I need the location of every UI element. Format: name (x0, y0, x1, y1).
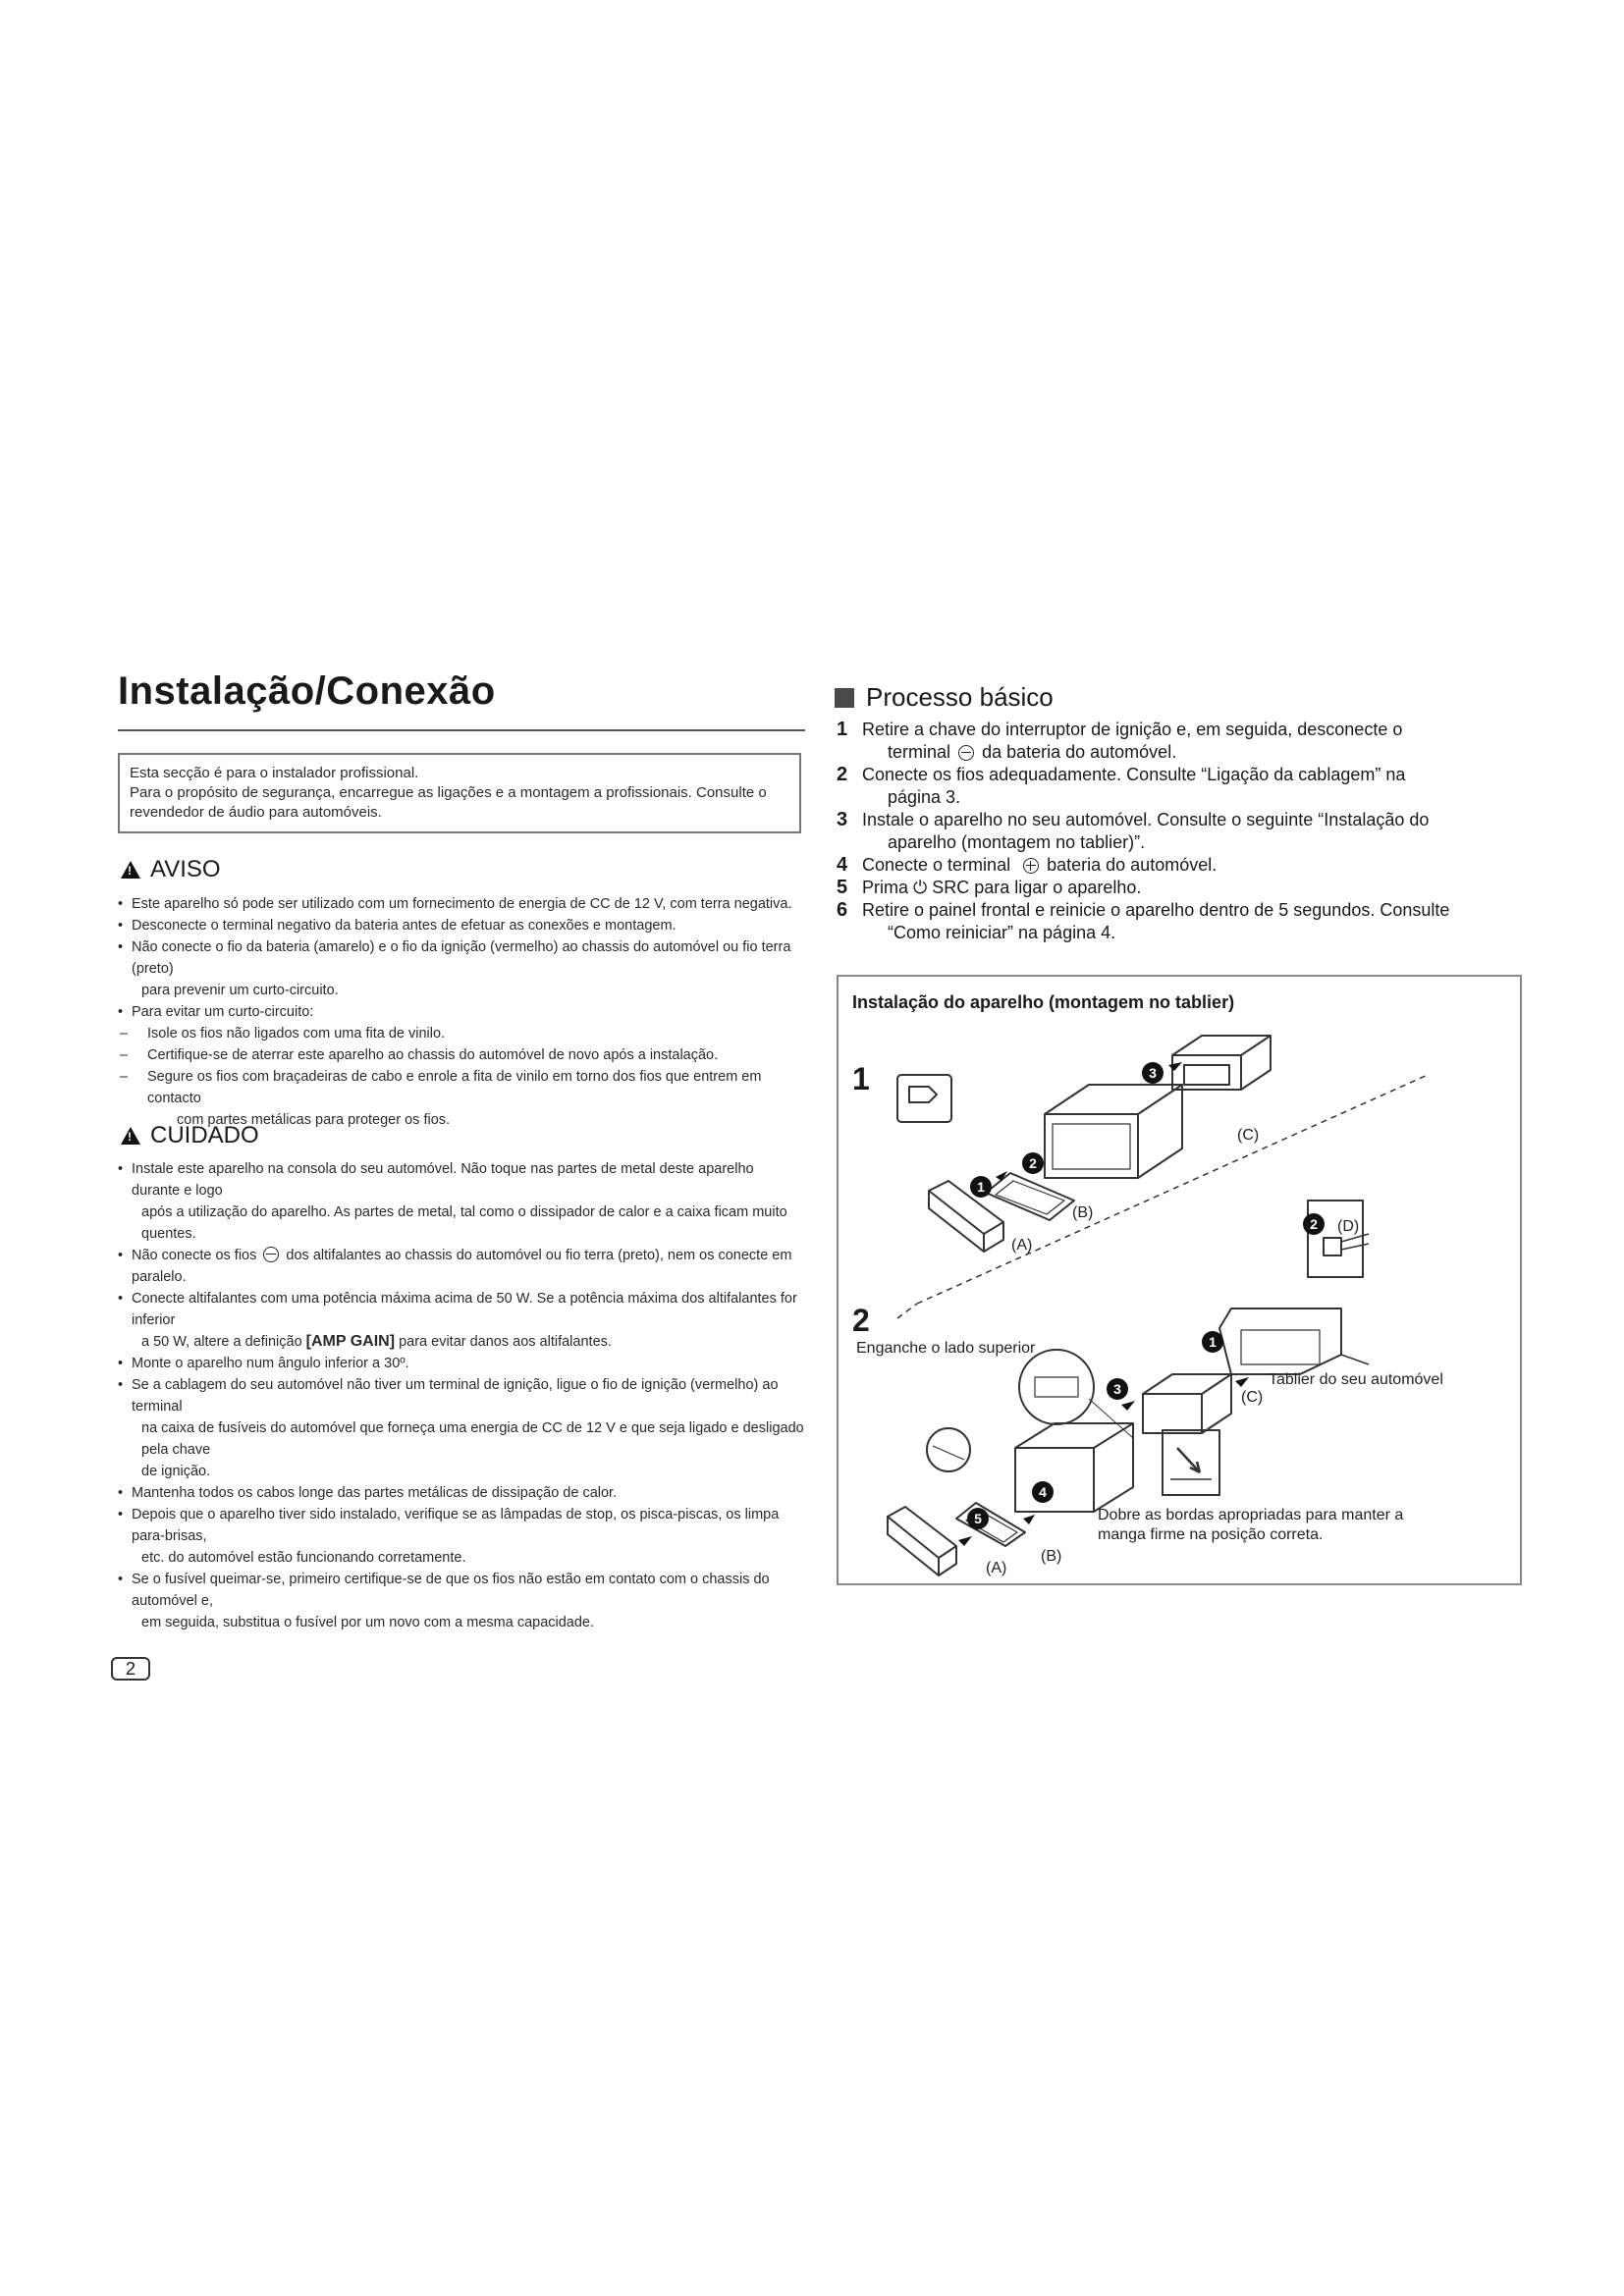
minus-terminal-icon (263, 1247, 279, 1262)
installation-diagram-box (837, 975, 1522, 1585)
circled-number-1-step2 (1202, 1331, 1223, 1353)
warning-triangle-icon (121, 1127, 140, 1145)
aviso-heading-text: AVISO (150, 856, 221, 882)
page-title: Instalação/Conexão (118, 669, 496, 713)
label-d: (D) (1337, 1218, 1360, 1235)
plus-terminal-icon (1023, 858, 1039, 874)
label-a-step1: (A) (1011, 1237, 1033, 1254)
circled-number-2-wiring (1303, 1213, 1325, 1235)
diagram-step-2: 2 (852, 1303, 870, 1338)
circled-number-3-step2 (1107, 1378, 1128, 1400)
svg-text:3: 3 (1149, 1065, 1157, 1081)
svg-text:1: 1 (1209, 1334, 1217, 1350)
list-item: – Isole os fios não ligados com uma fita de vinilo. (118, 1023, 805, 1044)
list-item: • Não conecte o fio da bateria (amarelo) e o fio da ignição (vermelho) ao chassis do automóvel ou fio terra (preto) para prevenir um curto-circuito. (118, 936, 805, 1001)
step-1: 1 Retire a chave do interruptor de ignição e, em seguida, desconecte o terminal da bateria do automóvel. (837, 719, 1403, 762)
step-4: 4 Conecte o terminal bateria do automóvel. (837, 854, 1218, 876)
label-bend-2: manga firme na posição correta. (1098, 1526, 1324, 1543)
intro-line-2: Para o propósito de segurança, encarregue as ligações e a montagem a profissionais. Consulte o revendedor de áudio para automóveis. (130, 784, 767, 821)
amp-gain-setting: [AMP GAIN] (305, 1333, 396, 1350)
title-divider (118, 729, 805, 731)
processo-steps (835, 719, 1522, 944)
circled-number-1 (970, 1176, 992, 1198)
step-2: 2 Conecte os fios adequadamente. Consulte “Ligação da cablagem” na página 3. (837, 764, 1406, 807)
label-engage-top: Enganche o lado superior (856, 1340, 1036, 1357)
circled-number-3 (1142, 1062, 1164, 1084)
diagram-step-1: 1 (852, 1061, 870, 1096)
step-3: 3 Instale o aparelho no seu automóvel. Consulte o seguinte “Instalação do aparelho (montagem no tablier)”. (837, 809, 1430, 852)
cuidado-heading-text: CUIDADO (150, 1122, 259, 1148)
label-a-step2: (A) (986, 1560, 1007, 1576)
minus-terminal-icon (958, 745, 974, 761)
label-c-step1: (C) (1237, 1127, 1260, 1144)
label-b-step1: (B) (1072, 1204, 1094, 1221)
diagram-title: Instalação do aparelho (montagem no tablier) (852, 992, 1235, 1012)
processo-heading-text: Processo básico (866, 682, 1054, 712)
svg-text:5: 5 (974, 1511, 982, 1526)
svg-text:2: 2 (1310, 1216, 1318, 1232)
step-5: 5 Prima ⏻ SRC para ligar o aparelho. (837, 877, 1142, 898)
circled-number-4 (1032, 1481, 1054, 1503)
square-bullet-icon (835, 688, 854, 708)
warning-triangle-icon (121, 861, 140, 879)
list-item: – Certifique-se de aterrar este aparelho ao chassis do automóvel de novo após a instalação. (118, 1044, 805, 1066)
aviso-heading (121, 856, 221, 883)
list-item: • Se o fusível queimar-se, primeiro certifique-se de que os fios não estão em contato com o chassis do automóvel e, em seguida, substitua o fusível por um novo com a mesma capacidade. (118, 1569, 805, 1633)
list-item: • Este aparelho só pode ser utilizado com um fornecimento de energia de CC de 12 V, com terra negativa. (118, 893, 805, 915)
intro-line-1: Esta secção é para o instalador profissional. (130, 765, 419, 781)
intro-notice-box (118, 753, 801, 833)
processo-heading (835, 682, 1054, 713)
list-item: • Conecte altifalantes com uma potência máxima acima de 50 W. Se a potência máxima dos altifalantes for inferior a 50 W, altere a definição [AMP GAIN] para evitar danos aos altifalantes. (118, 1288, 805, 1353)
label-bend-1: Dobre as bordas apropriadas para manter a (1098, 1507, 1404, 1523)
svg-text:4: 4 (1039, 1484, 1047, 1500)
svg-text:1: 1 (977, 1179, 985, 1195)
circled-number-5 (967, 1508, 989, 1529)
label-b-step2: (B) (1041, 1548, 1062, 1565)
list-item: • Instale este aparelho na consola do seu automóvel. Não toque nas partes de metal deste aparelho durante e logo após a utilização do aparelho. As partes de metal, tal como o dissipador de calor e a caixa ficam muito quentes. (118, 1158, 805, 1245)
svg-text:2: 2 (1029, 1155, 1037, 1171)
aviso-list (118, 893, 805, 1131)
list-item: • Mantenha todos os cabos longe das partes metálicas de dissipação de calor. (118, 1482, 805, 1504)
list-item: • Desconecte o terminal negativo da bateria antes de efetuar as conexões e montagem. (118, 915, 805, 936)
step-6: 6 Retire o painel frontal e reinicie o aparelho dentro de 5 segundos. Consulte “Como reiniciar” na página 4. (837, 899, 1450, 942)
list-item: • Não conecte os fios dos altifalantes ao chassis do automóvel ou fio terra (preto), nem os conecte em paralelo. (118, 1245, 805, 1288)
label-dashboard: Tablier do seu automóvel (1269, 1371, 1443, 1388)
list-item: • Se a cablagem do seu automóvel não tiver um terminal de ignição, ligue o fio de ignição (vermelho) ao terminal na caixa de fusíveis do automóvel que forneça uma energia de CC de 12 V e que seja ligado e desligado pela chave de ignição. (118, 1374, 805, 1482)
cuidado-list (118, 1158, 805, 1633)
list-item: • Para evitar um curto-circuito: (118, 1001, 805, 1023)
svg-text:3: 3 (1113, 1381, 1121, 1397)
list-item: • Monte o aparelho num ângulo inferior a 30º. (118, 1353, 805, 1374)
installation-diagram (839, 977, 1520, 1583)
list-item: – Segure os fios com braçadeiras de cabo e enrole a fita de vinilo em torno dos fios que entrem em contacto com partes metálicas para proteger os fios. (118, 1066, 805, 1131)
circled-number-2 (1022, 1152, 1044, 1174)
list-item: • Depois que o aparelho tiver sido instalado, verifique se as lâmpadas de stop, os pisca-piscas, os limpa para-brisas, etc. do automóvel estão funcionando corretamente. (118, 1504, 805, 1569)
page-number: 2 (111, 1657, 150, 1681)
label-c-step2: (C) (1241, 1389, 1264, 1406)
cuidado-heading (121, 1122, 259, 1149)
